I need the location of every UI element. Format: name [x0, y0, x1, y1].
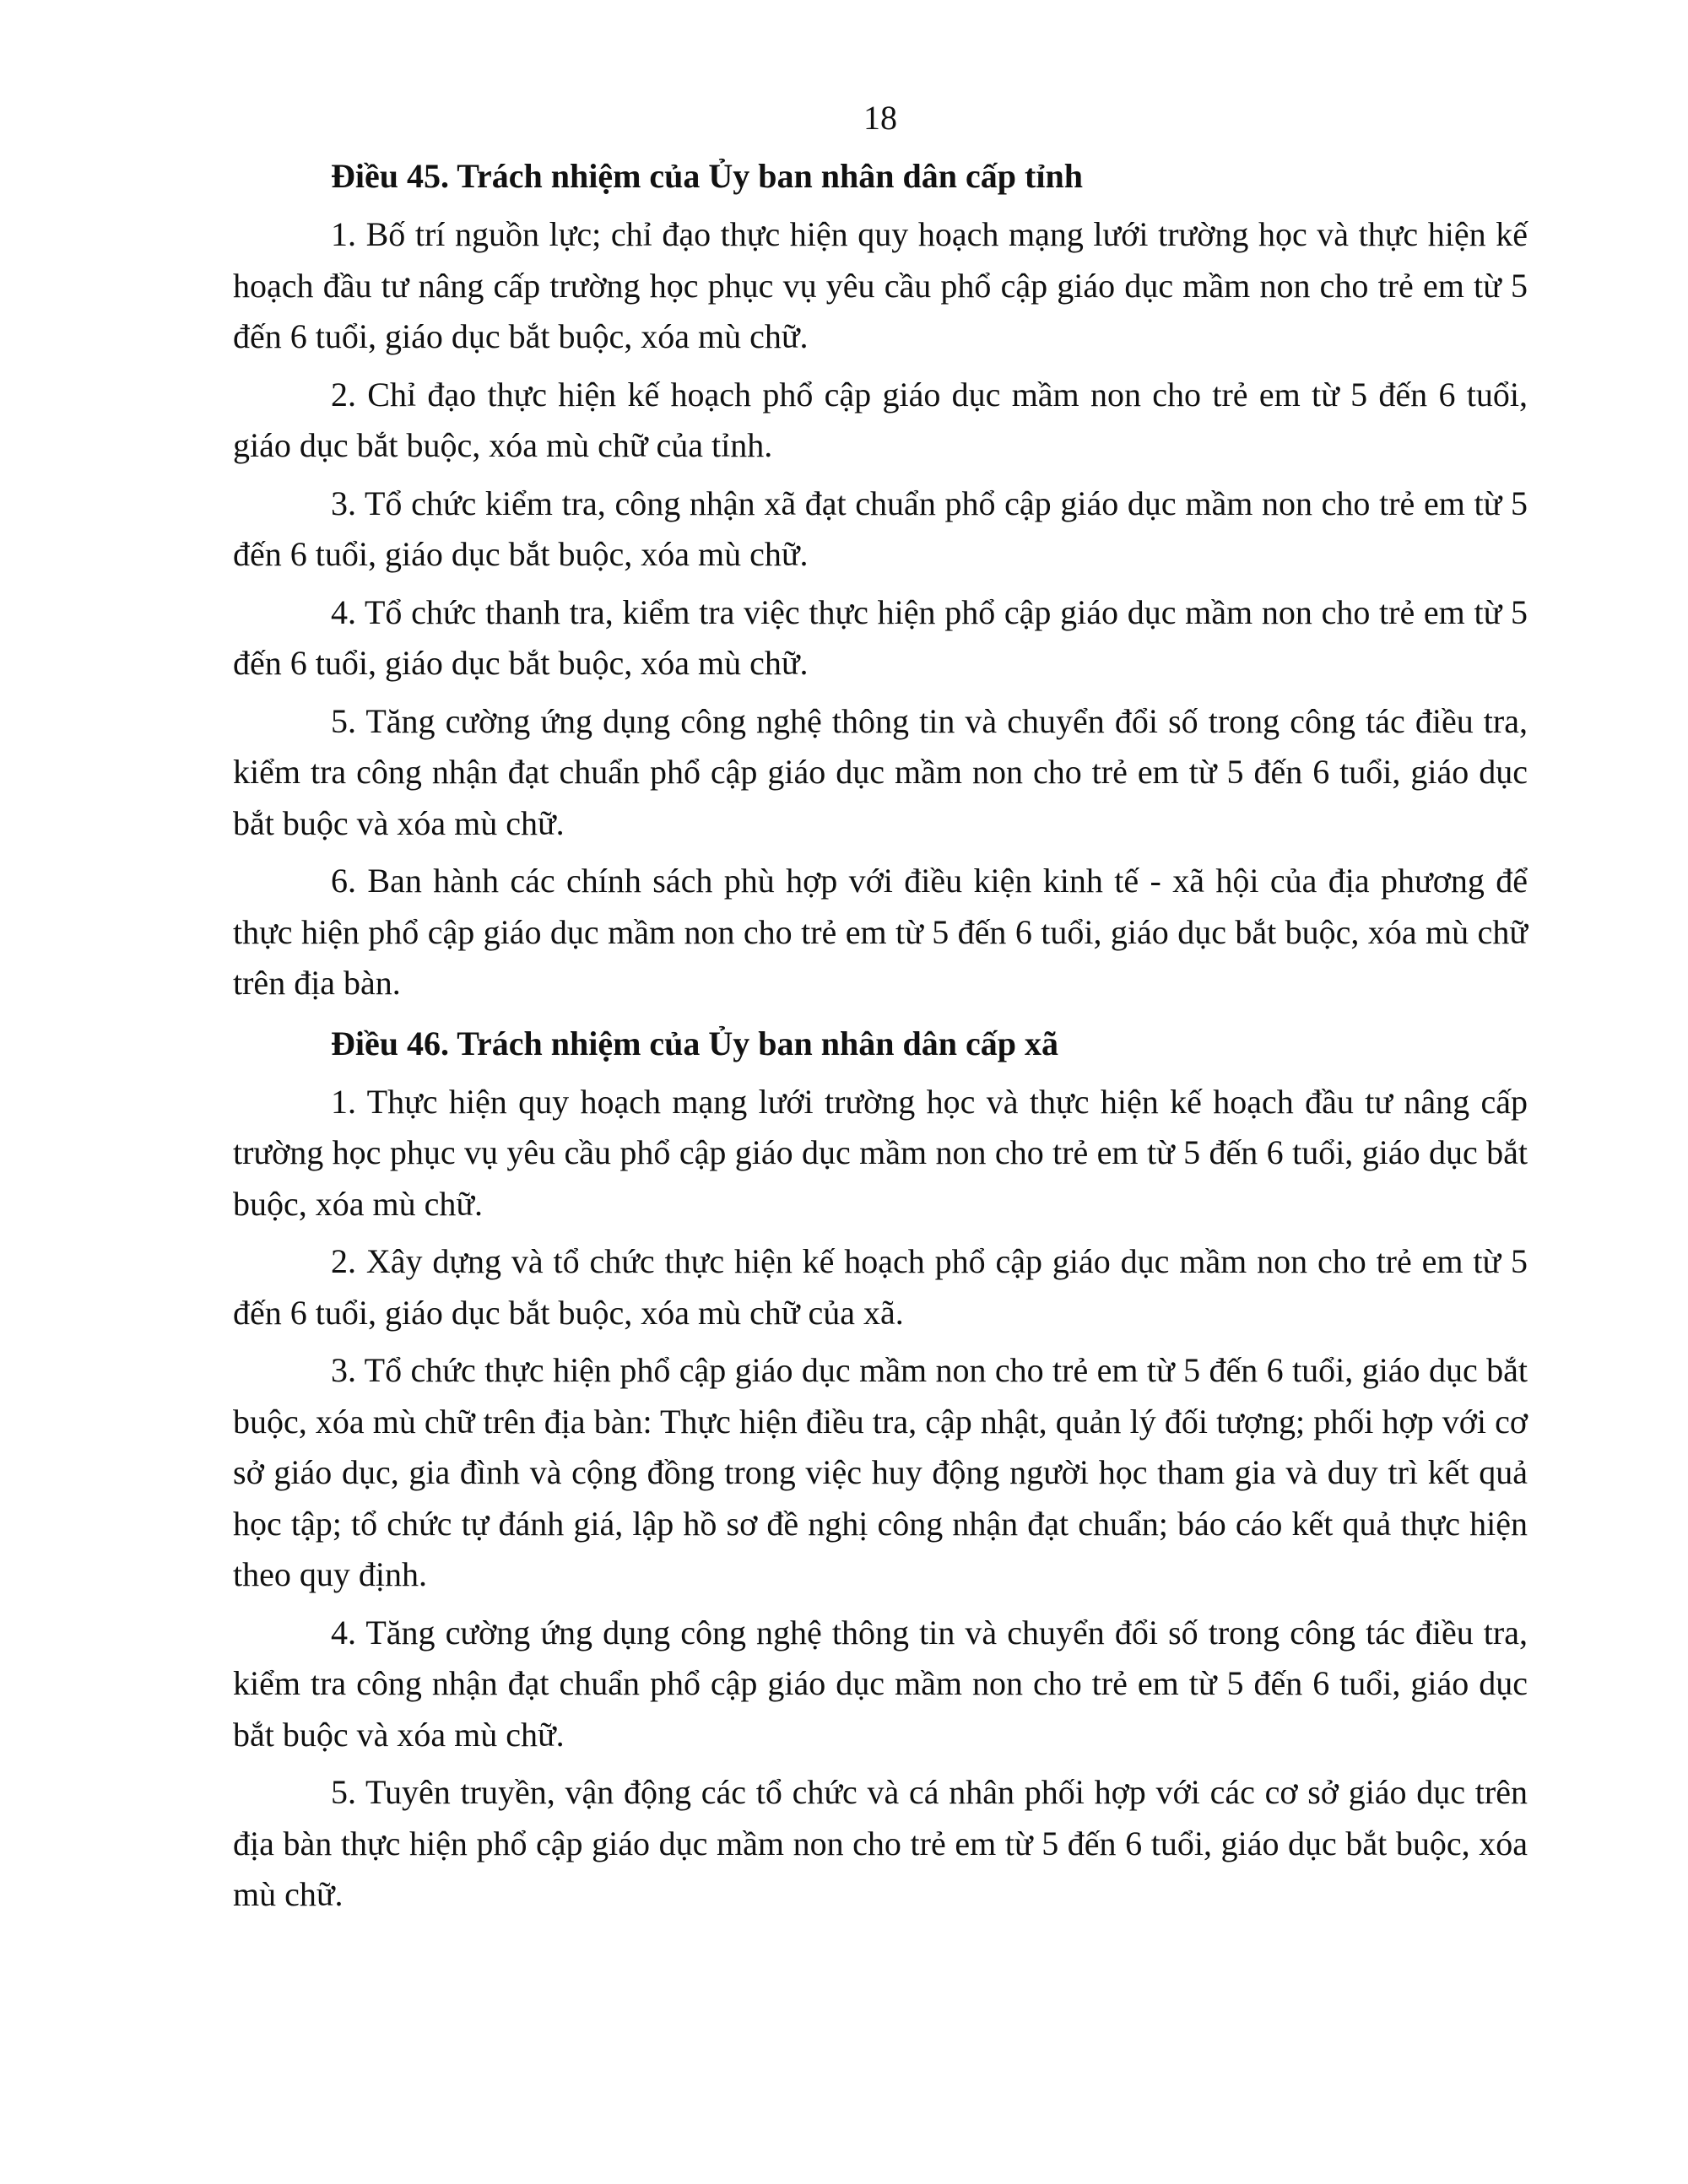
article-clause: 4. Tổ chức thanh tra, kiểm tra việc thực hiện phổ cập giáo dục mầm non cho trẻ em từ 5 đến 6 tuổi, giáo dục bắt buộc, xóa mù chữ.: [233, 592, 1528, 682]
article-clause: 1. Bố trí nguồn lực; chỉ đạo thực hiện quy hoạch mạng lưới trường học và thực hiện kế hoạch đầu tư nâng cấp trường học phục vụ yêu cầu phổ cập giáo dục mầm non cho trẻ em từ 5 đến 6 tuổi, giáo dục bắt buộc, xóa mù chữ.: [233, 215, 1528, 355]
article-45: [233, 149, 1528, 1009]
article-clause: 2. Chỉ đạo thực hiện kế hoạch phổ cập giáo dục mầm non cho trẻ em từ 5 đến 6 tuổi, giáo dục bắt buộc, xóa mù chữ của tỉnh.: [233, 375, 1528, 464]
article-clause: 5. Tăng cường ứng dụng công nghệ thông tin và chuyển đổi số trong công tác điều tra, kiểm tra công nhận đạt chuẩn phổ cập giáo dục mầm non cho trẻ em từ 5 đến 6 tuổi, giáo dục bắt buộc và xóa mù chữ.: [233, 701, 1528, 842]
article-clause: 2. Xây dựng và tổ chức thực hiện kế hoạch phổ cập giáo dục mầm non cho trẻ em từ 5 đến 6 tuổi, giáo dục bắt buộc, xóa mù chữ của xã.: [233, 1242, 1528, 1332]
article-title: Điều 45. Trách nhiệm của Ủy ban nhân dân cấp tỉnh: [331, 157, 1083, 195]
article-title: Điều 46. Trách nhiệm của Ủy ban nhân dân cấp xã: [331, 1024, 1059, 1062]
page-number: 18: [863, 99, 897, 137]
document-page: [233, 93, 1528, 1927]
article-clause: 1. Thực hiện quy hoạch mạng lưới trường học và thực hiện kế hoạch đầu tư nâng cấp trường học phục vụ yêu cầu phổ cập giáo dục mầm non cho trẻ em từ 5 đến 6 tuổi, giáo dục bắt buộc, xóa mù chữ.: [233, 1082, 1528, 1223]
article-clause: 3. Tổ chức thực hiện phổ cập giáo dục mầm non cho trẻ em từ 5 đến 6 tuổi, giáo dục bắt buộc, xóa mù chữ trên địa bàn: Thực hiện điều tra, cập nhật, quản lý đối tượng; phối hợp với cơ sở giáo dục, gia đình và cộng đồng trong việc huy động người học tham gia và duy trì kết quả học tập; tổ chức tự đánh giá, lập hồ sơ đề nghị công nhận đạt chuẩn; báo cáo kết quả thực hiện theo quy định.: [233, 1351, 1528, 1593]
article-46: [233, 1016, 1528, 1921]
article-clause: 4. Tăng cường ứng dụng công nghệ thông tin và chuyển đổi số trong công tác điều tra, kiểm tra công nhận đạt chuẩn phổ cập giáo dục mầm non cho trẻ em từ 5 đến 6 tuổi, giáo dục bắt buộc và xóa mù chữ.: [233, 1613, 1528, 1754]
article-clause: 3. Tổ chức kiểm tra, công nhận xã đạt chuẩn phổ cập giáo dục mầm non cho trẻ em từ 5 đến 6 tuổi, giáo dục bắt buộc, xóa mù chữ.: [233, 484, 1528, 573]
article-clause: 6. Ban hành các chính sách phù hợp với điều kiện kinh tế - xã hội của địa phương để thực hiện phổ cập giáo dục mầm non cho trẻ em từ 5 đến 6 tuổi, giáo dục bắt buộc, xóa mù chữ trên địa bàn.: [233, 862, 1528, 1002]
article-clause: 5. Tuyên truyền, vận động các tổ chức và cá nhân phối hợp với các cơ sở giáo dục trên địa bàn thực hiện phổ cập giáo dục mầm non cho trẻ em từ 5 đến 6 tuổi, giáo dục bắt buộc, xóa mù chữ.: [233, 1773, 1528, 1913]
